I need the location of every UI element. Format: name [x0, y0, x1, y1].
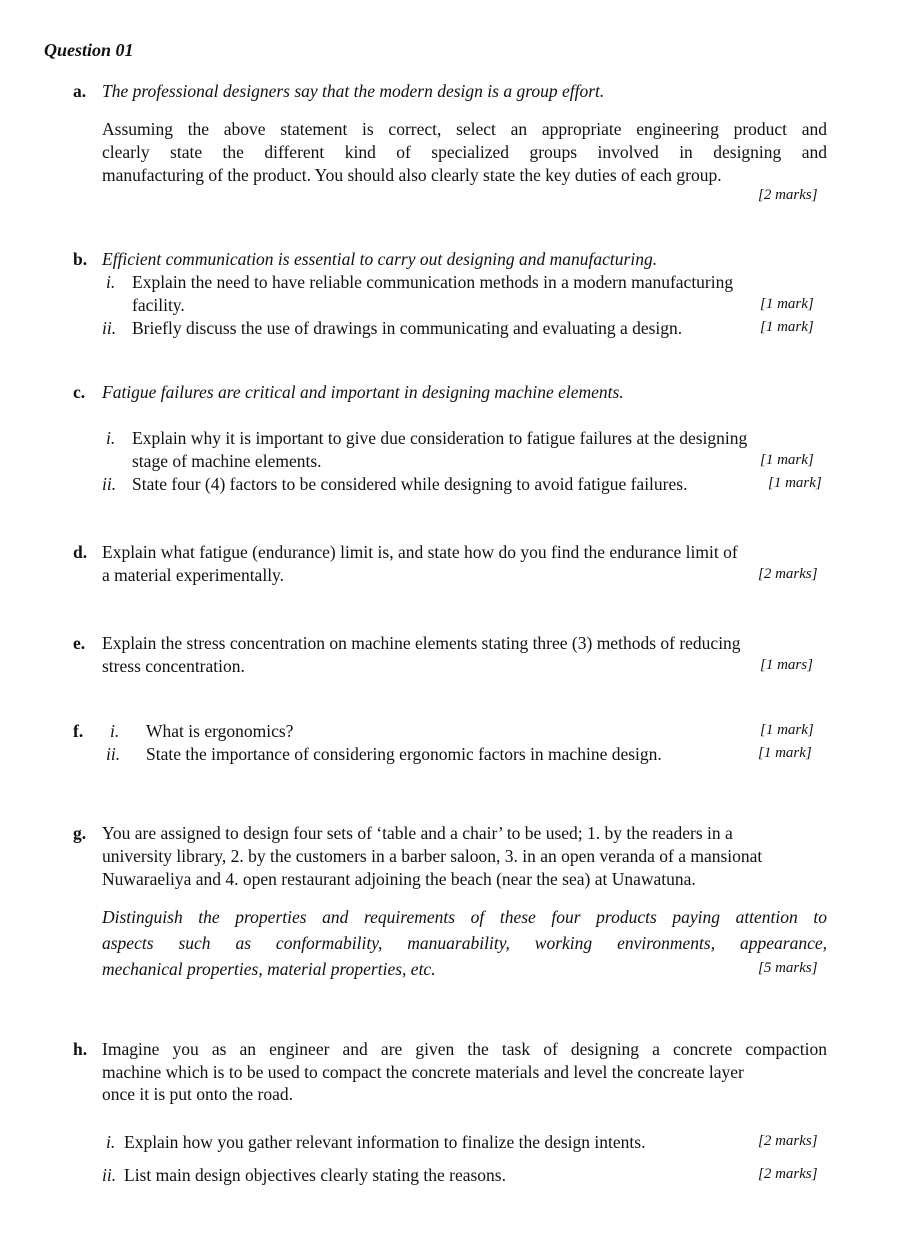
item-d-label: d. — [73, 542, 88, 562]
item-f-i-text: What is ergonomics? — [146, 721, 294, 741]
item-g-p1-line-3: Nuwaraeliya and 4. open restaurant adjoining the beach (near the sea) at Unawatuna. — [102, 869, 696, 889]
item-b-ii-marks: [1 mark] — [760, 319, 814, 335]
item-e-line-2: stress concentration. — [102, 656, 245, 676]
item-f-i-num: i. — [110, 721, 120, 741]
item-c-label: c. — [73, 382, 86, 402]
item-h-ii-marks: [2 marks] — [758, 1166, 818, 1182]
item-h-line-2: machine which is to be used to compact the concrete materials and level the concreate layer — [102, 1062, 744, 1082]
item-g-label: g. — [73, 823, 87, 843]
item-d-line-2: a material experimentally. — [102, 565, 285, 585]
item-g-p2-line-1: Distinguish the properties and requirements of these four products paying attention to — [102, 907, 827, 927]
item-h-i-marks: [2 marks] — [758, 1133, 818, 1149]
item-h-line-1: Imagine you as an engineer and are given the task of designing a concrete compaction — [102, 1039, 827, 1059]
item-c-ii-text: State four (4) factors to be considered while designing to avoid fatigue failures. — [132, 474, 688, 494]
item-c-ii-num: ii. — [102, 474, 117, 494]
item-c-i-line-1: Explain why it is important to give due consideration to fatigue failures at the designing — [132, 428, 748, 448]
item-h-line-3: once it is put onto the road. — [102, 1084, 294, 1104]
item-e-label: e. — [73, 633, 86, 653]
item-h-ii-text: List main design objectives clearly stating the reasons. — [124, 1165, 506, 1185]
item-a-marks: [2 marks] — [758, 187, 818, 203]
item-b-i-num: i. — [106, 272, 116, 292]
item-c-ii-marks: [1 mark] — [768, 475, 822, 491]
item-b-i-line-1: Explain the need to have reliable communication methods in a modern manufacturing — [132, 272, 734, 292]
item-a-line-3: manufacturing of the product. You should also clearly state the key duties of each group. — [102, 165, 722, 185]
question-title: Question 01 — [44, 40, 134, 60]
item-f-ii-num: ii. — [106, 744, 121, 764]
item-f-i-marks: [1 mark] — [760, 722, 814, 738]
item-e-line-1: Explain the stress concentration on machine elements stating three (3) methods of reducing — [102, 633, 741, 653]
item-g-p2-line-2: aspects such as conformability, manuarability, working environments, appearance, — [102, 933, 827, 953]
item-c-i-line-2: stage of machine elements. — [132, 451, 322, 471]
item-b-ii-text: Briefly discuss the use of drawings in communicating and evaluating a design. — [132, 318, 683, 338]
item-b-i-line-2: facility. — [132, 295, 185, 315]
item-a-label: a. — [73, 81, 87, 101]
item-c-i-num: i. — [106, 428, 116, 448]
item-f-ii-marks: [1 mark] — [758, 745, 812, 761]
item-g-p2-line-3: mechanical properties, material properties, etc. — [102, 959, 436, 979]
item-h-ii-num: ii. — [102, 1165, 117, 1185]
item-b-ii-num: ii. — [102, 318, 117, 338]
item-h-i-num: i. — [106, 1132, 116, 1152]
item-f-label: f. — [73, 721, 84, 741]
item-e-marks: [1 mars] — [760, 657, 813, 673]
item-g-p1-line-2: university library, 2. by the customers in a barber saloon, 3. in an open veranda of a mansionat — [102, 846, 763, 866]
item-h-i-text: Explain how you gather relevant information to finalize the design intents. — [124, 1132, 646, 1152]
item-a-lead: The professional designers say that the modern design is a group effort. — [102, 81, 605, 101]
item-c-i-marks: [1 mark] — [760, 452, 814, 468]
item-d-marks: [2 marks] — [758, 566, 818, 582]
item-g-marks: [5 marks] — [758, 960, 818, 976]
item-b-lead: Efficient communication is essential to carry out designing and manufacturing. — [102, 249, 658, 269]
item-c-lead: Fatigue failures are critical and important in designing machine elements. — [102, 382, 624, 402]
item-d-line-1: Explain what fatigue (endurance) limit is, and state how do you find the endurance limit of — [102, 542, 738, 562]
item-b-i-marks: [1 mark] — [760, 296, 814, 312]
item-a-line-2: clearly state the different kind of specialized groups involved in designing and — [102, 142, 827, 162]
item-f-ii-text: State the importance of considering ergonomic factors in machine design. — [146, 744, 662, 764]
item-a-line-1: Assuming the above statement is correct, select an appropriate engineering product and — [102, 119, 827, 139]
item-g-p1-line-1: You are assigned to design four sets of ‘table and a chair’ to be used; 1. by the readers in a — [102, 823, 733, 843]
item-b-label: b. — [73, 249, 88, 269]
item-h-label: h. — [73, 1039, 88, 1059]
